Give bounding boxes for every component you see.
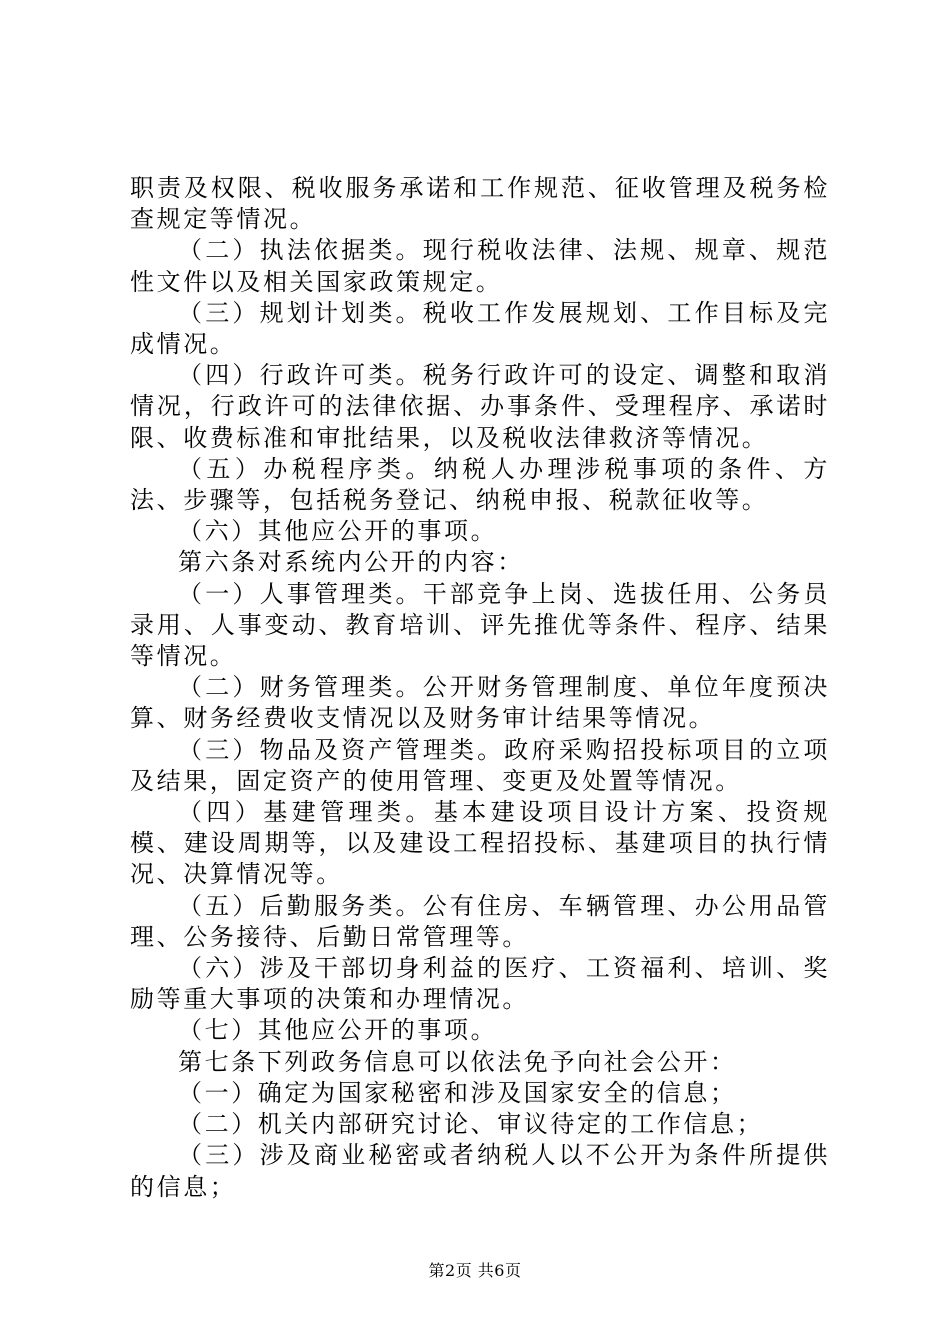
- paragraph: （五）办税程序类。纳税人办理涉税事项的条件、方法、步骤等，包括税务登记、纳税申报、税款征收等。: [130, 454, 830, 515]
- paragraph: （三）规划计划类。税收工作发展规划、工作目标及完成情况。: [130, 298, 830, 359]
- paragraph: （二）财务管理类。公开财务管理制度、单位年度预决算、财务经费收支情况以及财务审计结果等情况。: [130, 673, 830, 733]
- paragraph: （六）其他应公开的事项。: [178, 517, 498, 546]
- paragraph: （三）物品及资产管理类。政府采购招投标项目的立项及结果，固定资产的使用管理、变更及处置等情况。: [130, 735, 830, 795]
- article-heading: 第七条下列政务信息可以依法免予向社会公开：: [178, 1047, 737, 1076]
- document-body: [130, 173, 830, 1203]
- paragraph: （一）人事管理类。干部竞争上岗、选拔任用、公务员录用、人事变动、教育培训、评先推优等条件、程序、结果等情况。: [130, 579, 830, 671]
- page-number-label: 第2页 共6页: [428, 1261, 522, 1280]
- page-footer: [0, 1261, 950, 1281]
- paragraph: （二）机关内部研究讨论、审议待定的工作信息；: [178, 1110, 764, 1139]
- paragraph: （三）涉及商业秘密或者纳税人以不公开为条件所提供的信息；: [130, 1141, 830, 1201]
- paragraph: （六）涉及干部切身利益的医疗、工资福利、培训、奖励等重大事项的决策和办理情况。: [130, 954, 830, 1014]
- paragraph: （五）后勤服务类。公有住房、车辆管理、办公用品管理、公务接待、后勤日常管理等。: [130, 891, 830, 951]
- article-heading: 第六条对系统内公开的内容：: [178, 548, 524, 577]
- paragraph: （四）行政许可类。税务行政许可的设定、调整和取消情况，行政许可的法律依据、办事条件、受理程序、承诺时限、收费标准和审批结果，以及税收法律救济等情况。: [130, 361, 830, 452]
- paragraph: （二）执法依据类。现行税收法律、法规、规章、规范性文件以及相关国家政策规定。: [130, 236, 830, 296]
- paragraph: （一）确定为国家秘密和涉及国家安全的信息；: [178, 1078, 737, 1107]
- paragraph: （七）其他应公开的事项。: [178, 1016, 498, 1045]
- paragraph-continuation: 职责及权限、税收服务承诺和工作规范、征收管理及税务检查规定等情况。: [130, 174, 830, 234]
- paragraph: （四）基建管理类。基本建设项目设计方案、投资规模、建设周期等，以及建设工程招投标、基建项目的执行情况、决算情况等。: [130, 798, 830, 889]
